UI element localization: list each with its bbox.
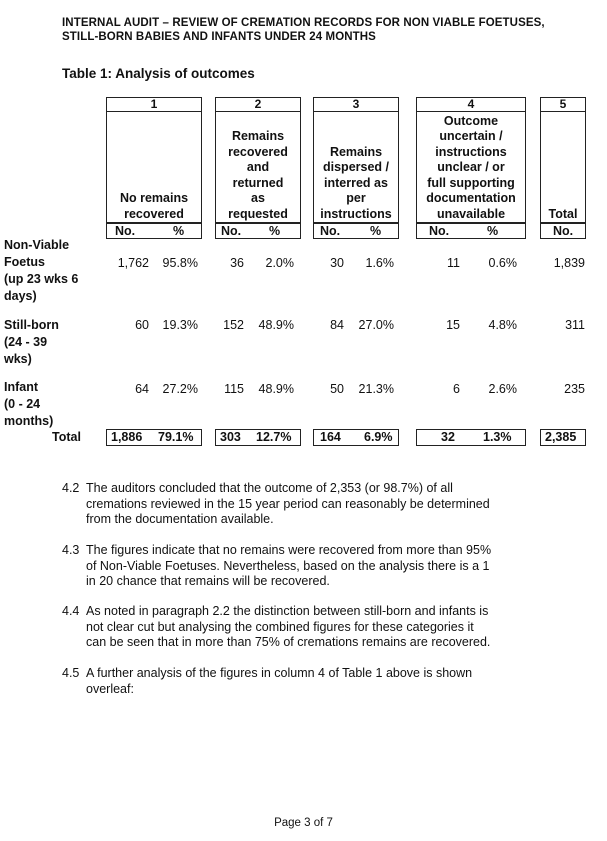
cell-c4-no: 15 (446, 318, 460, 332)
document-header-line-2: STILL-BORN BABIES AND INFANTS UNDER 24 MONTHS (62, 31, 376, 43)
column-heading: Outcome uncertain / instructions unclear / or full supporting documentation unavailable (426, 113, 516, 221)
cell-c3-pct: 21.3% (358, 382, 394, 396)
cell-c4-pct: 4.8% (488, 318, 517, 332)
total-c2: 303 12.7% (215, 429, 301, 446)
cell-c5-total: 311 (565, 318, 585, 332)
cell-c2-no: 152 (223, 318, 244, 332)
cell-c1-no: 1,762 (117, 256, 149, 270)
cell-c1-pct: 95.8% (162, 256, 198, 270)
column-number: 2 (216, 98, 300, 112)
cell-c4-pct: 2.6% (488, 382, 517, 396)
cell-c3-no: 84 (330, 318, 344, 332)
column-heading: Total (548, 206, 578, 221)
column-heading: No remains recovered (119, 191, 189, 221)
cell-c4-no: 11 (447, 256, 460, 270)
column-2-header (215, 97, 301, 223)
row-label-still-born: Still-born (24 - 39 wks) (4, 318, 59, 366)
column-3-header (313, 97, 399, 223)
column-3-subheader: No. % (313, 223, 399, 239)
total-c4: 32 1.3% (416, 429, 526, 446)
cell-c4-no: 6 (453, 382, 460, 396)
total-c5: 2,385 (540, 429, 586, 446)
cell-c2-pct: 2.0% (265, 256, 294, 270)
row-label-non-viable-foetus: Non-Viable Foetus (up 23 wks 6 days) (4, 238, 79, 303)
column-number: 1 (107, 98, 201, 112)
cell-c1-no: 64 (135, 382, 149, 396)
document-header-line-1: INTERNAL AUDIT – REVIEW OF CREMATION RECORDS FOR NON VIABLE FOETUSES, (62, 17, 545, 29)
total-row-label: Total (52, 430, 81, 444)
cell-c1-no: 60 (135, 318, 149, 332)
column-heading: Remains recovered and returned as requested (228, 129, 288, 221)
cell-c3-pct: 27.0% (358, 318, 394, 332)
table-title: Table 1: Analysis of outcomes (62, 66, 255, 81)
cell-c4-pct: 0.6% (488, 256, 517, 270)
column-number: 5 (541, 98, 585, 112)
cell-c2-pct: 48.9% (258, 318, 294, 332)
column-4-subheader: No. % (416, 223, 526, 239)
cell-c2-pct: 48.9% (258, 382, 294, 396)
cell-c5-total: 235 (564, 382, 585, 396)
cell-c3-no: 30 (330, 256, 344, 270)
row-label-infant: Infant (0 - 24 months) (4, 380, 54, 428)
cell-c2-no: 115 (224, 382, 244, 396)
cell-c3-no: 50 (330, 382, 344, 396)
column-5-subheader: No. (540, 223, 586, 239)
column-2-subheader: No. % (215, 223, 301, 239)
column-4-header (416, 97, 526, 223)
cell-c1-pct: 27.2% (162, 382, 198, 396)
column-number: 3 (314, 98, 398, 112)
cell-c5-total: 1,839 (553, 256, 585, 270)
cell-c3-pct: 1.6% (365, 256, 394, 270)
column-1-subheader: No. % (106, 223, 202, 239)
cell-c2-no: 36 (230, 256, 244, 270)
cell-c1-pct: 19.3% (162, 318, 198, 332)
column-heading: Remains dispersed / interred as per instructions (320, 144, 392, 221)
column-number: 4 (417, 98, 525, 112)
page-number: Page 3 of 7 (274, 817, 333, 829)
total-c3: 164 6.9% (313, 429, 399, 446)
column-1-header (106, 97, 202, 223)
total-c1: 1,886 79.1% (106, 429, 202, 446)
column-5-header (540, 97, 586, 223)
